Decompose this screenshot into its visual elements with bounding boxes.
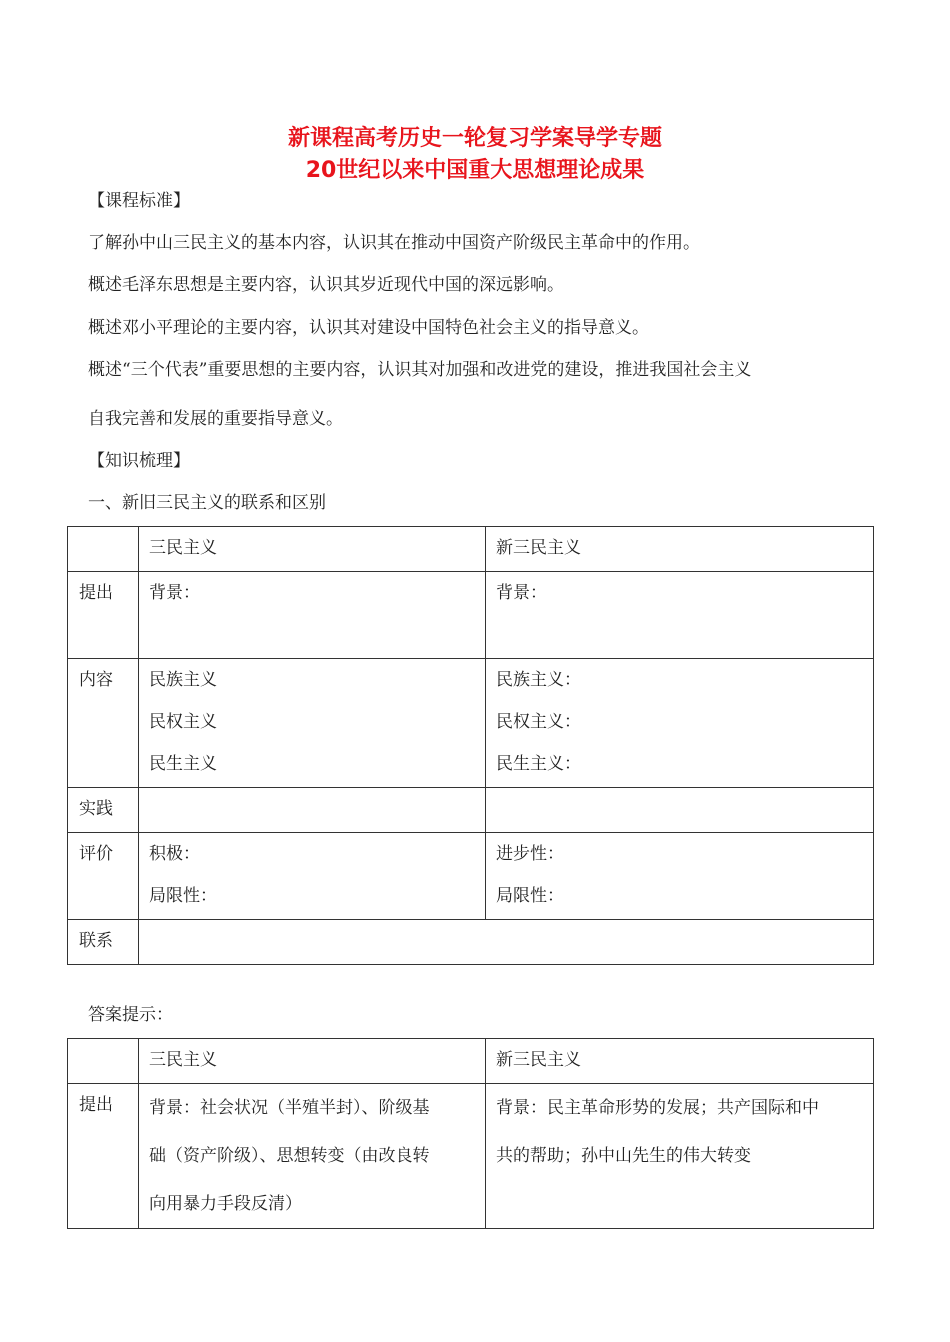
standard-item-4: 概述“三个代表”重要思想的主要内容，认识其对加强和改进党的建设，推进我国社会主义 <box>88 360 752 380</box>
standard-item-1: 了解孙中山三民主义的基本内容，认识其在推动中国资产阶级民主革命中的作用。 <box>88 233 700 253</box>
answer-old-line-1: 背景：社会状况（半殖半封）、阶级基 <box>149 1098 430 1118</box>
answer-new-line-2: 共的帮助；孙中山先生的伟大转变 <box>496 1146 751 1166</box>
row-label-neirong: 内容 <box>68 659 139 788</box>
answer-hint-label: 答案提示： <box>88 1005 173 1025</box>
old-livelihood: 民生主义 <box>149 754 217 774</box>
standard-item-3: 概述邓小平理论的主要内容，认识其对建设中国特色社会主义的指导意义。 <box>88 318 649 338</box>
table-row-pingjia <box>68 833 874 920</box>
cell-old-background: 背景： <box>139 572 486 659</box>
answer-row-label-tichu: 提出 <box>68 1084 139 1229</box>
row-label-shijian: 实践 <box>68 788 139 833</box>
answer-old-line-2: 础（资产阶级）、思想转变（由改良转 <box>149 1146 430 1166</box>
new-livelihood: 民生主义： <box>496 754 581 774</box>
cell-old-practice <box>139 788 486 833</box>
answer-header-row <box>68 1039 874 1084</box>
answer-header-old: 三民主义 <box>139 1039 486 1084</box>
table-row-shijian <box>68 788 874 833</box>
answer-header-new: 新三民主义 <box>486 1039 874 1084</box>
header-new-doctrine: 新三民主义 <box>486 527 874 572</box>
standard-item-2: 概述毛泽东思想是主要内容，认识其岁近现代中国的深远影响。 <box>88 275 564 295</box>
answer-old-line-3: 向用暴力手段反清） <box>149 1194 302 1214</box>
cell-new-evaluation <box>486 833 874 920</box>
section-heading-1: 一、新旧三民主义的联系和区别 <box>88 493 326 513</box>
new-democracy: 民权主义： <box>496 712 581 732</box>
table-row-lianxi <box>68 920 874 965</box>
row-label-tichu: 提出 <box>68 572 139 659</box>
table-row-tichu <box>68 572 874 659</box>
old-democracy: 民权主义 <box>149 712 217 732</box>
answer-new-line-1: 背景：民主革命形势的发展；共产国际和中 <box>496 1098 819 1118</box>
new-progressive: 进步性： <box>496 844 564 864</box>
row-label-lianxi: 联系 <box>68 920 139 965</box>
old-limitation: 局限性： <box>149 886 217 906</box>
answer-table <box>67 1038 874 1229</box>
answer-new-background <box>486 1084 874 1229</box>
table-header-row <box>68 527 874 572</box>
table-row-neirong <box>68 659 874 788</box>
comparison-table <box>67 526 874 965</box>
doc-title-line1: 新课程高考历史一轮复习学案导学专题 <box>287 126 662 151</box>
answer-old-background <box>139 1084 486 1229</box>
header-old-doctrine: 三民主义 <box>139 527 486 572</box>
knowledge-heading: 【知识梳理】 <box>88 451 190 471</box>
cell-new-content <box>486 659 874 788</box>
doc-title-line2: 20世纪以来中国重大思想理论成果 <box>305 158 645 183</box>
cell-connection <box>139 920 874 965</box>
standards-heading: 【课程标准】 <box>88 191 190 211</box>
cell-new-background: 背景： <box>486 572 874 659</box>
table-corner-cell <box>68 527 139 572</box>
row-label-pingjia: 评价 <box>68 833 139 920</box>
new-nationalism: 民族主义： <box>496 670 581 690</box>
cell-new-practice <box>486 788 874 833</box>
cell-old-evaluation <box>139 833 486 920</box>
answer-row-tichu <box>68 1084 874 1229</box>
answer-corner-cell <box>68 1039 139 1084</box>
old-positive: 积极： <box>149 844 200 864</box>
standard-item-5: 自我完善和发展的重要指导意义。 <box>88 409 343 429</box>
old-nationalism: 民族主义 <box>149 670 217 690</box>
cell-old-content <box>139 659 486 788</box>
new-limitation: 局限性： <box>496 886 564 906</box>
